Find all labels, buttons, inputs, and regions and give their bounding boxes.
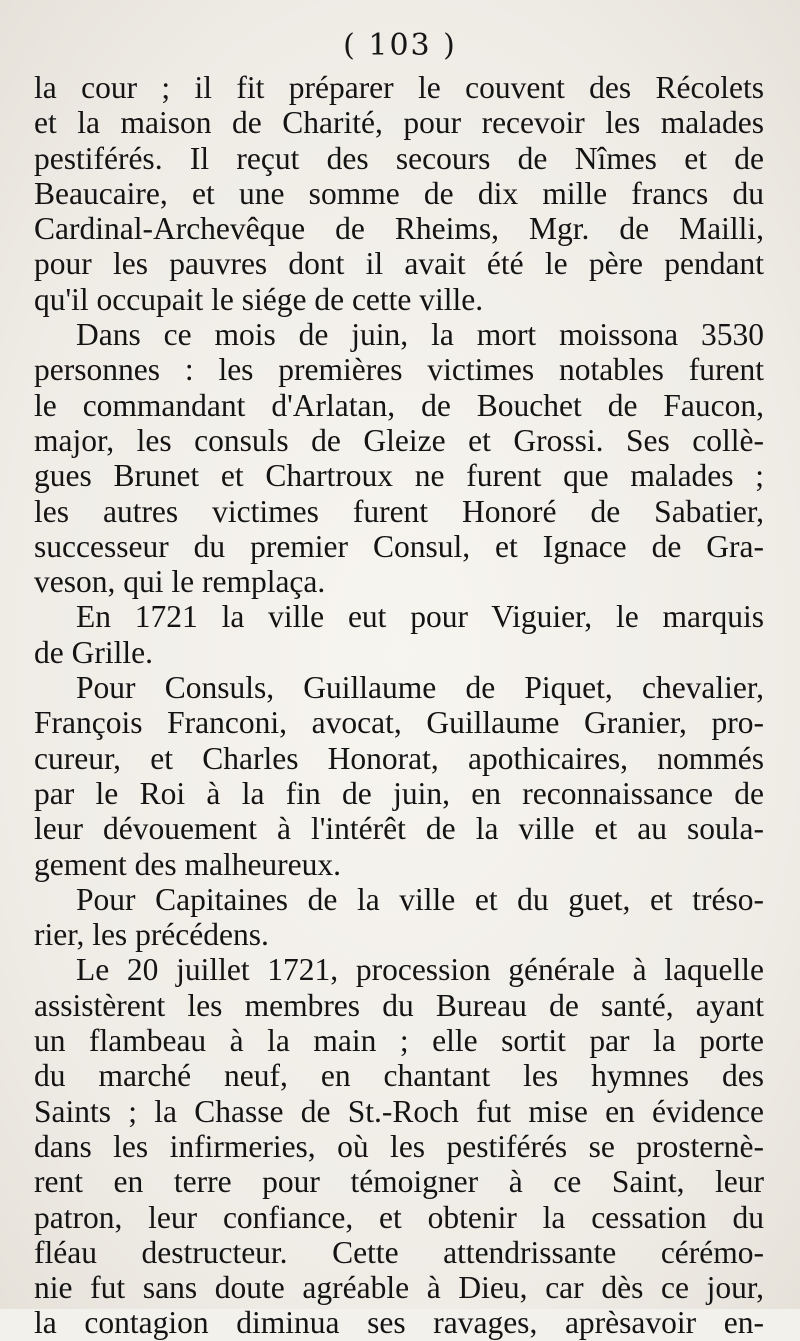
- text-line: gement des malheureux.: [34, 846, 342, 882]
- text-line: le commandant d'Arlatan, de Bouchet de Faucon,: [34, 387, 764, 423]
- text-line: leur dévouement à l'intérêt de la ville et au soula-: [34, 811, 764, 847]
- text-line: les autres victimes furent Honoré de Sabatier,: [34, 493, 764, 529]
- text-line: de Grille.: [34, 634, 153, 670]
- text-line: pestiférés. Il reçut des secours de Nîmes et de: [34, 140, 764, 176]
- text-line: Cardinal-Archevêque de Rheims, Mgr. de Mailli,: [34, 211, 764, 247]
- text-line: par le Roi à la fin de juin, en reconnaissance de: [34, 775, 764, 811]
- text-line: veson, qui le remplaça.: [34, 564, 326, 600]
- text-line: Dans ce mois de juin, la mort moissona 3530: [76, 317, 764, 353]
- text-line: nie fut sans doute agréable à Dieu, car dès ce jour,: [34, 1270, 764, 1306]
- text-line: successeur du premier Consul, et Ignace de Gra-: [34, 528, 764, 564]
- text-line: François Franconi, avocat, Guillaume Granier, pro-: [34, 705, 764, 741]
- text-line: rent en terre pour témoigner à ce Saint, leur: [34, 1164, 764, 1200]
- text-line: En 1721 la ville eut pour Viguier, le marquis: [76, 599, 764, 635]
- text-line: rier, les précédens.: [34, 917, 269, 953]
- text-line: un flambeau à la main ; elle sortit par la porte: [34, 1023, 764, 1059]
- text-line: la cour ; il fit préparer le couvent des Récolets: [34, 70, 764, 105]
- text-line: Beaucaire, et une somme de dix mille francs du: [34, 175, 764, 211]
- text-line: assistèrent les membres du Bureau de santé, ayant: [34, 987, 764, 1023]
- text-line: du marché neuf, en chantant les hymnes des: [34, 1058, 764, 1094]
- text-line: major, les consuls de Gleize et Grossi. Ses collè-: [34, 422, 764, 458]
- text-line: la contagion diminua ses ravages, aprèsavoir en-: [34, 1305, 764, 1341]
- text-line: personnes : les premières victimes notables furent: [34, 352, 764, 388]
- text-line: Pour Consuls, Guillaume de Piquet, chevalier,: [76, 670, 764, 706]
- body-text: [34, 70, 764, 1341]
- text-line: et la maison de Charité, pour recevoir les malades: [34, 105, 764, 141]
- text-line: cureur, et Charles Honorat, apothicaires, nommés: [34, 740, 764, 776]
- text-line: fléau destructeur. Cette attendrissante cérémo-: [34, 1234, 764, 1270]
- text-line: gues Brunet et Chartroux ne furent que malades ;: [34, 458, 764, 494]
- page-number: ( 103 ): [343, 28, 457, 63]
- text-line: Pour Capitaines de la ville et du guet, et tréso-: [76, 881, 764, 917]
- text-line: Le 20 juillet 1721, procession générale à laquelle: [76, 952, 764, 988]
- text-line: patron, leur confiance, et obtenir la cessation du: [34, 1199, 764, 1235]
- text-line: qu'il occupait le siége de cette ville.: [34, 281, 484, 317]
- text-line: dans les infirmeries, où les pestiférés se prosternè-: [34, 1128, 764, 1164]
- text-line: pour les pauvres dont il avait été le père pendant: [34, 246, 764, 282]
- text-line: Saints ; la Chasse de St.-Roch fut mise en évidence: [34, 1093, 764, 1129]
